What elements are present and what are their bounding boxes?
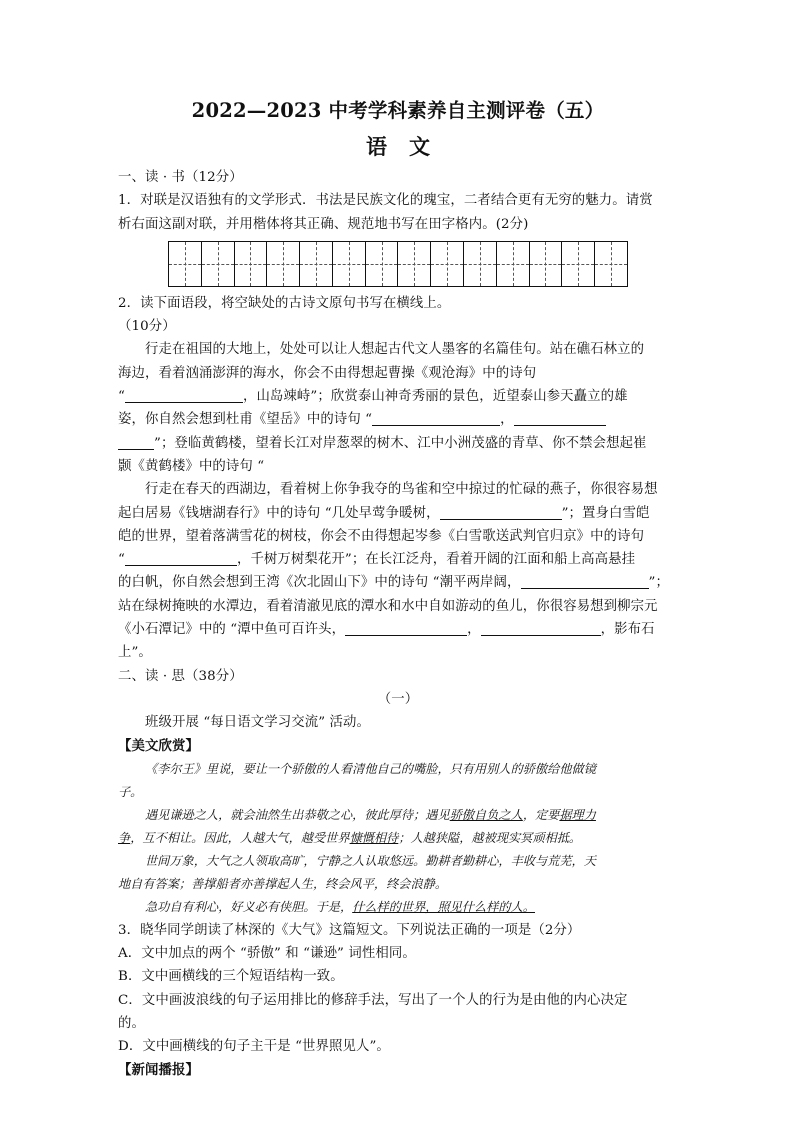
poem-para2-line: 起白居易《钱塘湖春行》中的诗句 “几处早莺争暖树， ”；置身白雪皑 [118,505,650,521]
option-b[interactable]: B．文中画横线的三个短语结构一致。 [118,969,344,985]
grid-cell[interactable] [431,242,464,286]
answer-blank[interactable] [521,574,649,589]
poem-para1-line: ”；登临黄鹤楼，望着长江对岸葱翠的树木、江中小洲茂盛的青草、你不禁会想起崔 [118,432,678,455]
grid-cell[interactable] [595,242,627,286]
grid-cell[interactable] [333,242,366,286]
poem-para2-line: 上”。 [118,645,152,661]
essay-label: 【美文欣赏】 [118,737,199,754]
section1-heading: 一、读 · 书（12分） [118,170,243,185]
essay-line: 《李尔王》里说，要让一个骄傲的人看清他自己的嘴脸，只有用别人的骄傲给他做镜 [145,761,596,776]
poem-para1-line: 行走在祖国的大地上，处处可以让人想起古代文人墨客的名篇佳句。站在礁石林立的 [145,342,645,358]
grid-cell[interactable] [464,242,497,286]
grid-cell[interactable] [202,242,235,286]
answer-blank[interactable] [125,551,237,566]
activity-intro: 班级开展 “每日语文学习交流” 活动。 [145,715,370,731]
grid-cell[interactable] [530,242,563,286]
essay-line: 世间万象，大气之人领取高旷，宁静之人认取悠远。勤耕者勤耕心，丰收与荒芜，天 [145,853,596,868]
essay-line: 争，互不相让。因此，人越大气，越受世界慷慨相待；人越狭隘，越被现实冥顽相抵。 [118,830,582,845]
poem-para2-line: 皑的世界，望着落满雪花的树枝，你会不由得想起岑参《白雪歌送武判官归京》中的诗句 [118,528,645,544]
answer-blank[interactable] [514,411,606,426]
answer-blank[interactable] [372,411,500,426]
part-label: （一） [377,691,419,707]
answer-blank[interactable] [440,505,562,520]
q3-text: 3．晓华同学朗读了林深的《大气》这篇短文。下列说法正确的一项是（2分） [118,922,581,938]
q2-score: （10分） [118,319,176,335]
option-c-cont: 的。 [118,1016,145,1032]
answer-blank[interactable] [345,621,467,636]
poem-para2-line: 《小石潭记》中的 “潭中鱼可百许头， ， ，影布石 [118,622,655,638]
grid-cell[interactable] [300,242,333,286]
subject-title: 语文 [366,134,452,159]
q1-text-1: 1．对联是汉语独有的文学形式．书法是民族文化的瑰宝，二者结合更有无穷的魅力。请赏 [118,193,653,209]
poem-para2-line: 行走在春天的西湖边，看着树上你争我夺的鸟雀和空中掠过的忙碌的燕子，你很容易想 [145,482,658,498]
grid-cell[interactable] [235,242,268,286]
answer-blank[interactable] [125,388,243,403]
essay-line: 地自有答案；善撑船者亦善撑起人生，终会风平，终会浪静。 [118,876,448,891]
q1-text-2: 析右面这副对联，并用楷体将其正确、规范地书写在田字格内。(2分) [118,216,529,232]
option-d[interactable]: D．文中画横线的句子主干是 “世界照见人”。 [118,1039,390,1055]
grid-cell[interactable] [562,242,595,286]
tianzige-grid[interactable] [168,241,628,287]
option-a[interactable]: A．文中加点的两个 “骄傲” 和 “谦逊” 词性相同。 [118,946,416,962]
essay-line: 子。 [118,784,143,799]
exam-page [118,96,678,1082]
grid-cell[interactable] [398,242,431,286]
poem-para1-line: “ ，山岛竦峙”；欣赏泰山神奇秀丽的景色，近望泰山参天矗立的雄 [118,389,628,405]
grid-cell[interactable] [169,242,202,286]
grid-cell[interactable] [366,242,399,286]
poem-para2-line: 的白帆，你自然会想到王湾《次北固山下》中的诗句 “潮平两岸阔， ”； [118,575,669,591]
section2-heading: 二、读 · 思（38分） [118,668,243,684]
grid-cell[interactable] [267,242,300,286]
poem-para1-line: 海边，看着汹涌澎湃的海水，你会不由得想起曹操《观沧海》中的诗句 [118,365,537,381]
option-c[interactable]: C．文中画波浪线的句子运用排比的修辞手法，写出了一个人的行为是由他的内心决定 [118,992,628,1008]
essay-line: 急功自有利心，好义必有侠胆。于是，什么样的世界，照见什么样的人。 [145,899,535,914]
poem-para2-line: 站在绿树掩映的水潭边，看着清澈见底的潭水和水中自如游动的鱼儿，你很容易想到柳宗元 [118,598,658,614]
grid-cell[interactable] [497,242,530,286]
poem-para2-line: “ ，千树万树梨花开”；在长江泛舟，看着开阔的江面和船上高高悬挂 [118,552,636,568]
q2-text: 2．读下面语段，将空缺处的古诗文原句书写在横线上。 [118,295,451,311]
poem-para1-line: 颢《黄鹤楼》中的诗句 “ [118,458,265,474]
news-label: 【新闻播报】 [118,1061,199,1078]
answer-blank[interactable] [481,621,601,636]
exam-title: 2022—2023 中考学科素养自主测评卷（五） [191,99,605,122]
poem-para1-line: 姿，你自然会想到杜甫《望岳》中的诗句 “ ， [118,408,678,431]
essay-line: 遇见谦逊之人，就会油然生出恭敬之心，彼此厚待；遇见骄傲自负之人，定要据理力 [145,807,596,822]
answer-blank[interactable] [118,435,154,450]
